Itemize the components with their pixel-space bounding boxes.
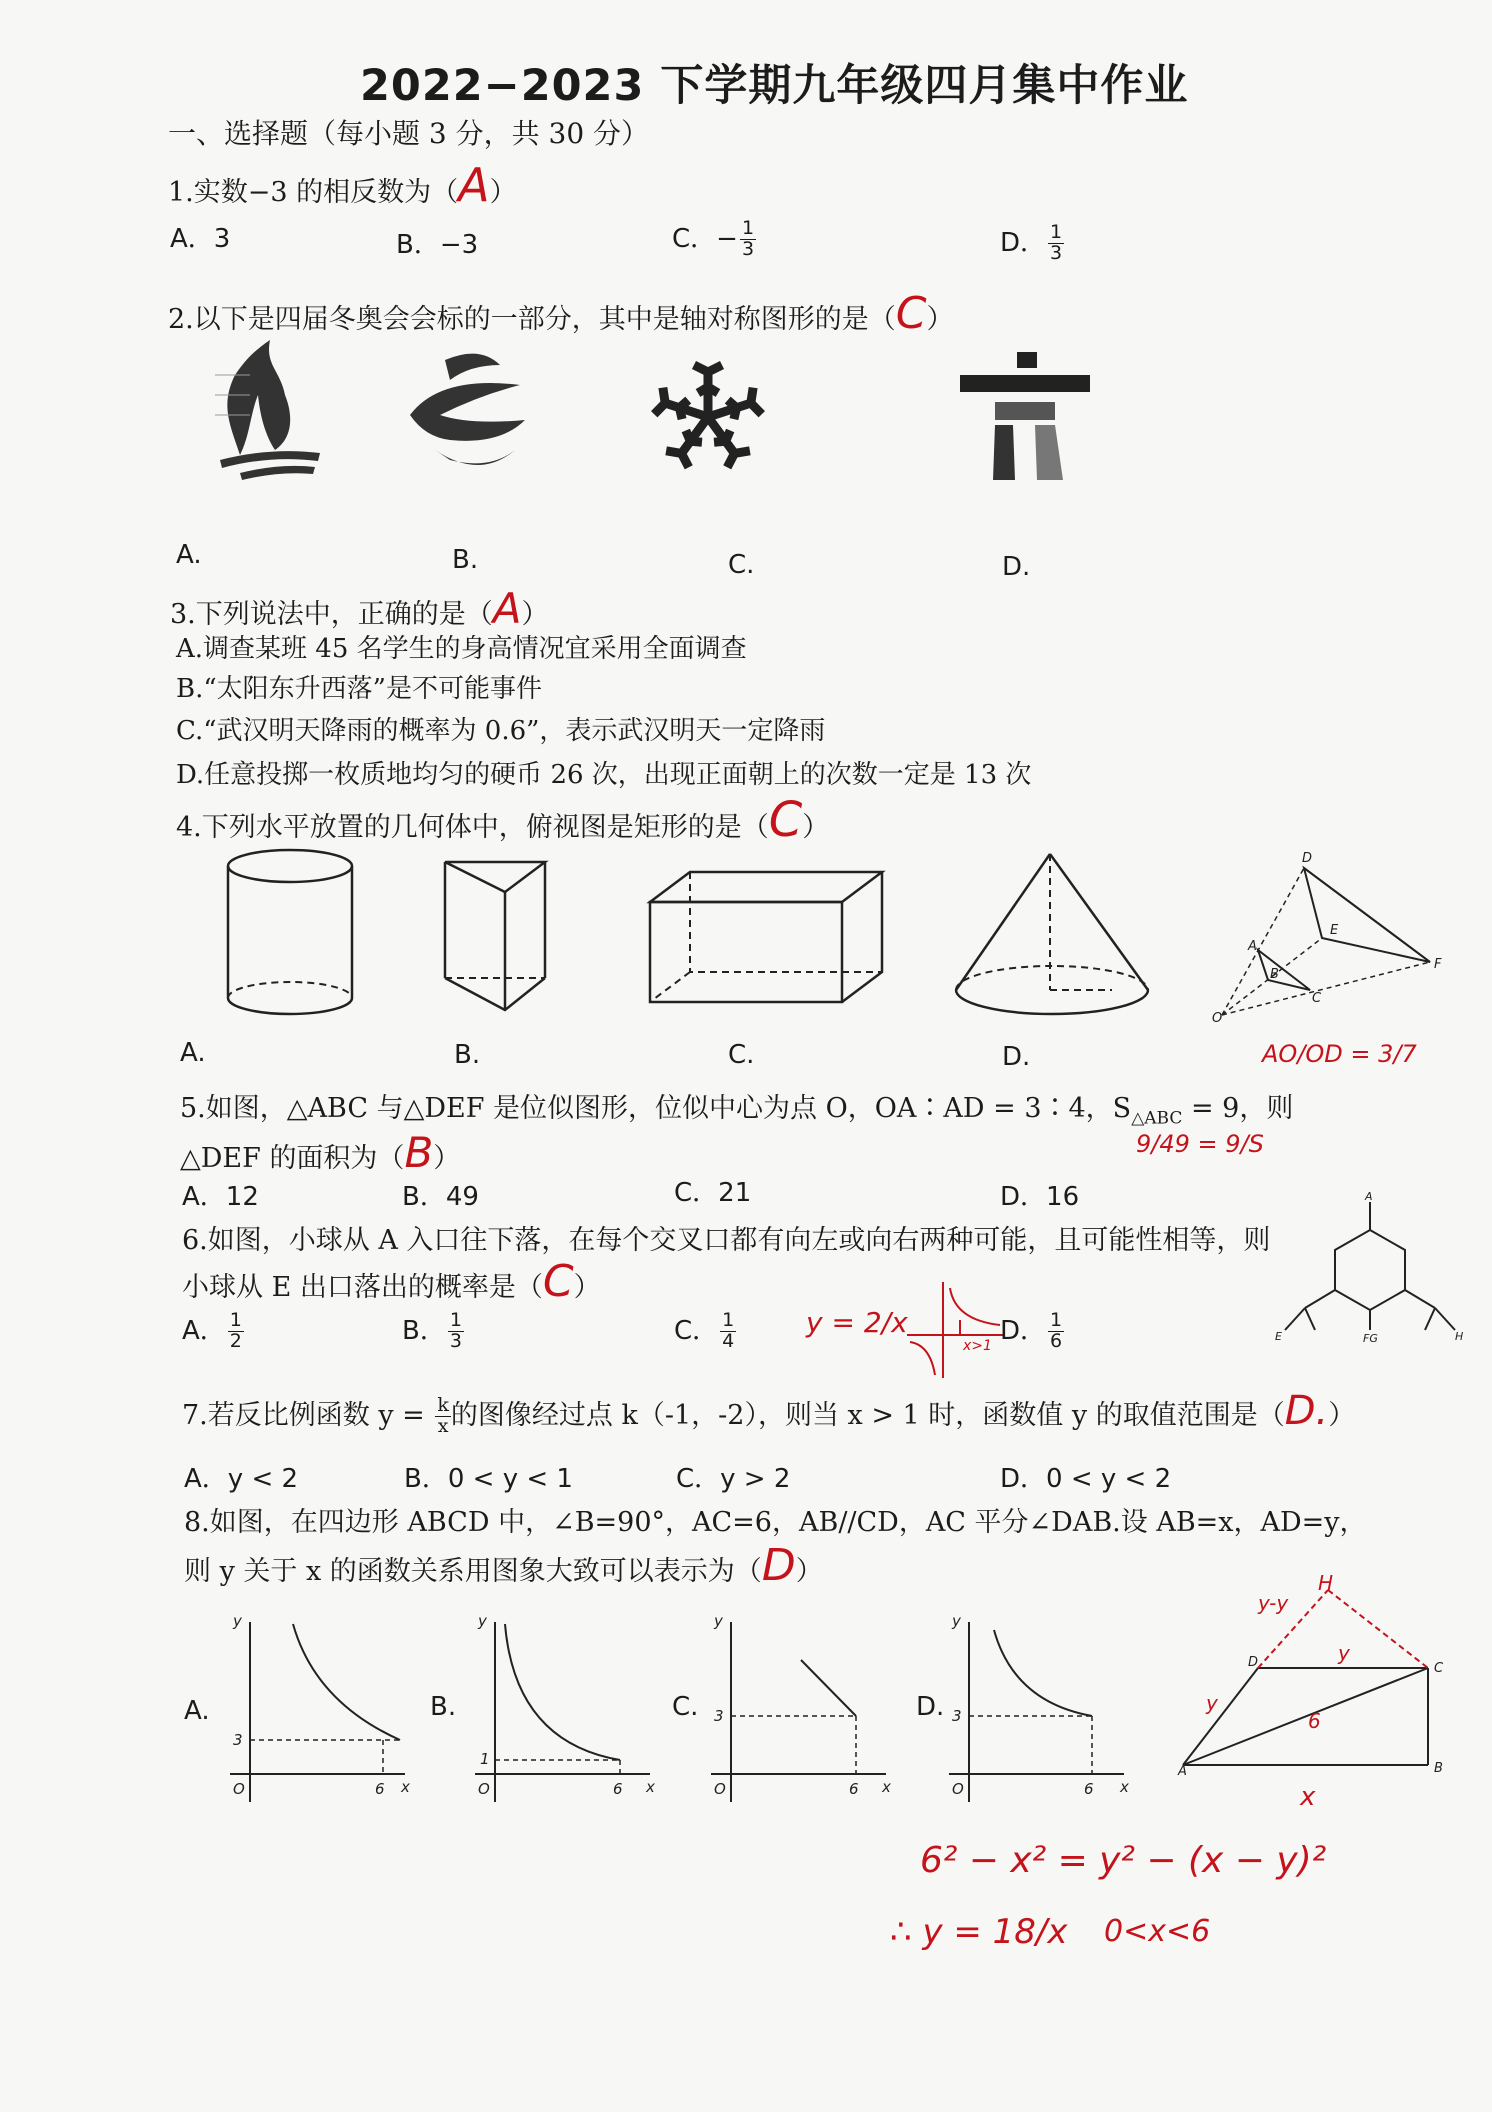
svg-text:O: O — [952, 1780, 964, 1798]
olympic-logo-b — [400, 340, 540, 480]
question-8-line1: 8.如图，在四边形 ABCD 中，∠B=90°，AC=6，AB//CD，AC 平分∠DAB.设 AB=x，AD=y， — [184, 1507, 1367, 1538]
q1-option-a: A．3 — [170, 224, 231, 254]
q5-option-b: B．49 — [402, 1182, 479, 1212]
svg-text:6: 6 — [849, 1780, 859, 1798]
q5-option-c: C．21 — [674, 1178, 752, 1208]
answer-q8: D — [761, 1540, 796, 1591]
svg-text:FG: FG — [1363, 1332, 1378, 1345]
question-6-line2: 小球从 E 出口落出的概率是（C） — [182, 1256, 601, 1307]
q6-option-c: C． $\frac{1}{4}$ — [674, 1309, 735, 1352]
answer-q5: B — [404, 1128, 434, 1177]
q8-label-a: A. — [184, 1696, 210, 1726]
svg-text:6: 6 — [375, 1780, 385, 1798]
svg-text:A: A — [1178, 1764, 1187, 1779]
q8-label-b: B. — [430, 1692, 457, 1722]
answer-q7: D. — [1284, 1388, 1329, 1434]
q7-option-d: D．0 < y < 2 — [1000, 1464, 1172, 1494]
olympic-logo-d — [955, 350, 1095, 490]
svg-text:y: y — [1338, 1641, 1350, 1665]
q2-label-c: C. — [728, 550, 755, 580]
svg-text:E: E — [1275, 1330, 1282, 1343]
q8-graph-b — [470, 1612, 660, 1812]
q6-option-d: D． $\frac{1}{6}$ — [1000, 1309, 1063, 1352]
answer-q3: A — [492, 584, 522, 633]
q5-note-area: 9/49 = 9/S — [1136, 1130, 1264, 1158]
q2-label-d: D. — [1002, 552, 1031, 582]
q6-sketch-graph — [905, 1280, 1005, 1380]
q8-graph-a — [225, 1612, 415, 1812]
quadrilateral-figure — [1178, 1571, 1448, 1779]
svg-text:3: 3 — [233, 1731, 243, 1749]
q8-graph-c — [706, 1612, 896, 1812]
svg-text:H: H — [1455, 1330, 1464, 1343]
svg-text:E: E — [1330, 923, 1339, 938]
answer-q4: C — [768, 792, 803, 848]
svg-text:y: y — [478, 1612, 487, 1630]
question-5-line1: 5.如图，△ABC 与△DEF 是位似图形，位似中心为点 O，OA∶AD = 3∶4，$S_{\triangle ABC} = 9$，则 — [180, 1093, 1294, 1129]
svg-text:C: C — [1312, 991, 1322, 1006]
q4-label-d: D. — [1002, 1042, 1031, 1072]
svg-text:x: x — [401, 1778, 410, 1796]
q8-note-result: ∴ y = 18/x — [890, 1912, 1068, 1952]
svg-text:6: 6 — [613, 1780, 623, 1798]
q4-label-b: B. — [454, 1040, 481, 1070]
q5-option-a: A．12 — [182, 1182, 259, 1212]
svg-text:D: D — [1302, 851, 1313, 866]
svg-text:A: A — [1365, 1190, 1373, 1203]
q1-option-d: D． $\frac{1}{3}$ — [1000, 221, 1063, 264]
answer-q6: C — [542, 1256, 574, 1307]
hexagon-ball-figure — [1275, 1190, 1465, 1345]
q7-option-b: B．0 < y < 1 — [404, 1464, 573, 1494]
q3-option-a: A.调查某班 45 名学生的身高情况宜采用全面调查 — [176, 634, 747, 664]
q6-note-function: y = 2/x — [806, 1306, 908, 1339]
q6-note-domain: x>1 — [963, 1338, 992, 1354]
svg-text:C: C — [1434, 1661, 1444, 1676]
q5-option-d: D．16 — [1000, 1182, 1080, 1212]
q8-note-domain: 0<x<6 — [1104, 1914, 1211, 1949]
olympic-logo-c — [648, 355, 768, 485]
olympic-logo-a — [210, 335, 330, 485]
q3-option-d: D.任意投掷一枚质地均匀的硬币 26 次，出现正面朝上的次数一定是 13 次 — [176, 760, 1032, 790]
answer-q1: A — [458, 158, 490, 212]
q4-label-a: A. — [180, 1038, 206, 1068]
q3-option-b: B.“太阳东升西落”是不可能事件 — [176, 674, 542, 704]
q1-option-b: B．−3 — [396, 230, 479, 260]
question-1: 1.实数−3 的相反数为（A） — [168, 158, 517, 212]
q7-option-c: C．y > 2 — [676, 1464, 791, 1494]
svg-text:A: A — [1248, 939, 1257, 954]
question-3: 3.下列说法中，正确的是（A） — [170, 584, 549, 633]
q5-note-ratio: AO/OD = 3/7 — [1262, 1040, 1417, 1068]
q7-option-a: A．y < 2 — [184, 1464, 299, 1494]
svg-text:D: D — [1248, 1655, 1259, 1670]
cuboid-figure — [648, 870, 888, 1015]
section-heading: 一、选择题（每小题 3 分，共 30 分） — [168, 117, 650, 150]
svg-text:B: B — [1434, 1761, 1443, 1776]
q6-option-b: B． $\frac{1}{3}$ — [402, 1309, 462, 1352]
cylinder-figure — [225, 848, 355, 1018]
svg-text:x: x — [882, 1778, 891, 1796]
q8-graph-d — [944, 1612, 1134, 1812]
svg-text:x: x — [646, 1778, 655, 1796]
svg-text:O: O — [233, 1780, 245, 1798]
page-title: 2022−2023 下学期九年级四月集中作业 — [360, 61, 1189, 111]
svg-text:3: 3 — [952, 1707, 962, 1725]
svg-text:y: y — [714, 1612, 723, 1630]
homothety-figure — [1212, 850, 1452, 1030]
q1-option-c: C．− $\frac{1}{3}$ — [672, 217, 755, 260]
q6-option-a: A． $\frac{1}{2}$ — [182, 1309, 242, 1352]
svg-text:O: O — [1212, 1011, 1223, 1026]
svg-text:y: y — [1206, 1691, 1218, 1715]
svg-text:F: F — [1434, 957, 1442, 972]
question-6-line1: 6.如图，小球从 A 入口往下落，在每个交叉口都有向左或向右两种可能，且可能性相等，则 — [182, 1225, 1271, 1256]
q2-label-b: B. — [452, 545, 479, 575]
question-5-line2: △DEF 的面积为（B） — [180, 1128, 461, 1177]
cone-figure — [952, 852, 1152, 1022]
q2-label-a: A. — [176, 540, 202, 570]
svg-text:6: 6 — [1084, 1780, 1094, 1798]
svg-text:O: O — [714, 1780, 726, 1798]
answer-q2: C — [895, 288, 927, 339]
question-2: 2.以下是四届冬奥会会标的一部分，其中是轴对称图形的是（C） — [168, 288, 954, 339]
q8-note-x: x — [1300, 1782, 1316, 1812]
question-4: 4.下列水平放置的几何体中，俯视图是矩形的是（C） — [176, 792, 830, 848]
svg-text:3: 3 — [714, 1707, 724, 1725]
svg-text:y: y — [233, 1612, 242, 1630]
q8-note-equation: 6² − x² = y² − (x − y)² — [920, 1840, 1327, 1881]
question-7: 7.若反比例函数 y = $\frac{k}{x}$ 的图像经过点 k（-1，-2），则当 x > 1 时，函数值 y 的取值范围是（D.） — [182, 1388, 1356, 1437]
q8-label-c: C. — [672, 1692, 699, 1722]
question-8-line2: 则 y 关于 x 的函数关系用图象大致可以表示为（D） — [184, 1540, 823, 1591]
svg-text:x: x — [1120, 1778, 1129, 1796]
svg-text:B: B — [1270, 967, 1279, 982]
svg-text:H: H — [1318, 1571, 1334, 1595]
q3-option-c: C.“武汉明天降雨的概率为 0.6”，表示武汉明天一定降雨 — [176, 716, 826, 746]
svg-text:y-y: y-y — [1258, 1591, 1289, 1615]
svg-text:1: 1 — [480, 1750, 490, 1768]
svg-text:y: y — [952, 1612, 961, 1630]
svg-text:O: O — [478, 1780, 490, 1798]
q4-label-c: C. — [728, 1040, 755, 1070]
svg-text:6: 6 — [1308, 1709, 1321, 1733]
q8-label-d: D. — [916, 1692, 945, 1722]
prism-figure — [440, 860, 560, 1020]
